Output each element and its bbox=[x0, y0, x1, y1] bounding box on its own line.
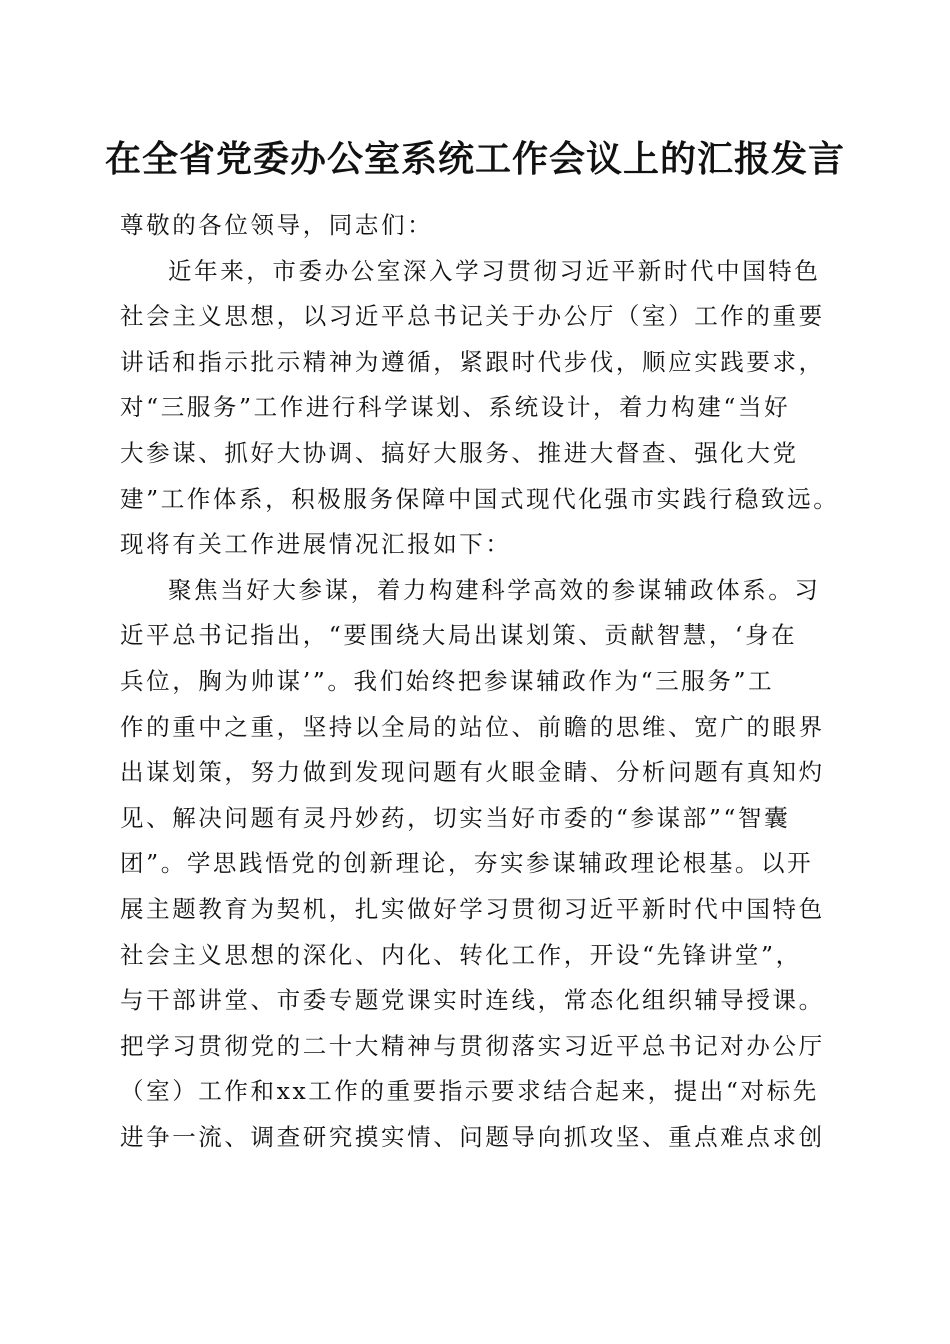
salutation-line: 尊敬的各位领导，同志们： bbox=[120, 211, 434, 239]
paragraph-line: （室）工作和xx工作的重要指示要求结合起来，提出“对标先 bbox=[120, 1077, 819, 1106]
paragraph-line: 出谋划策，努力做到发现问题有火眼金睛、分析问题有真知灼 bbox=[120, 758, 825, 787]
document-body bbox=[120, 203, 840, 1160]
document-title: 在全省党委办公室系统工作会议上的汇报发言 bbox=[104, 138, 845, 180]
paragraph-line: 社会主义思想的深化、内化、转化工作，开设“先锋讲堂”， bbox=[120, 940, 802, 969]
paragraph-line: 大参谋、抓好大协调、搞好大服务、推进大督查、强化大党 bbox=[120, 438, 799, 467]
paragraph-line: 近平总书记指出，“要围绕大局出谋划策、贡献智慧，‘身在 bbox=[120, 621, 798, 650]
paragraph-line: 展主题教育为契机，扎实做好学习贯彻习近平新时代中国特色 bbox=[120, 894, 825, 923]
paragraph-line: 讲话和指示批示精神为遵循，紧跟时代步伐，顺应实践要求， bbox=[120, 347, 825, 376]
paragraph-line: 对“三服务”工作进行科学谋划、系统设计，着力构建“当好 bbox=[120, 393, 791, 422]
paragraph-line: 现将有关工作进展情况汇报如下： bbox=[120, 530, 512, 559]
paragraph-line: 聚焦当好大参谋，着力构建科学高效的参谋辅政体系。习 bbox=[168, 575, 821, 604]
paragraph-line: 建”工作体系，积极服务保障中国式现代化强市实践行稳致远。 bbox=[120, 484, 840, 513]
paragraph-line: 近年来，市委办公室深入学习贯彻习近平新时代中国特色 bbox=[168, 256, 821, 285]
paragraph-line: 作的重中之重，坚持以全局的站位、前瞻的思维、宽广的眼界 bbox=[120, 712, 825, 741]
paragraph-line: 见、解决问题有灵丹妙药，切实当好市委的“参谋部”“智囊 bbox=[120, 803, 791, 832]
paragraph-line: 与干部讲堂、市委专题党课实时连线，常态化组织辅导授课。 bbox=[120, 986, 825, 1015]
paragraph-line: 团”。学思践悟党的创新理论，夯实参谋辅政理论根基。以开 bbox=[120, 849, 814, 878]
paragraph-line: 社会主义思想，以习近平总书记关于办公厅（室）工作的重要 bbox=[120, 302, 825, 331]
paragraph-line: 兵位，胸为帅谋’”。我们始终把参谋辅政作为“三服务”工 bbox=[120, 666, 775, 695]
paragraph-line: 把学习贯彻党的二十大精神与贯彻落实习近平总书记对办公厅 bbox=[120, 1031, 825, 1060]
paragraph-line: 进争一流、调查研究摸实情、问题导向抓攻坚、重点难点求创 bbox=[120, 1122, 825, 1151]
